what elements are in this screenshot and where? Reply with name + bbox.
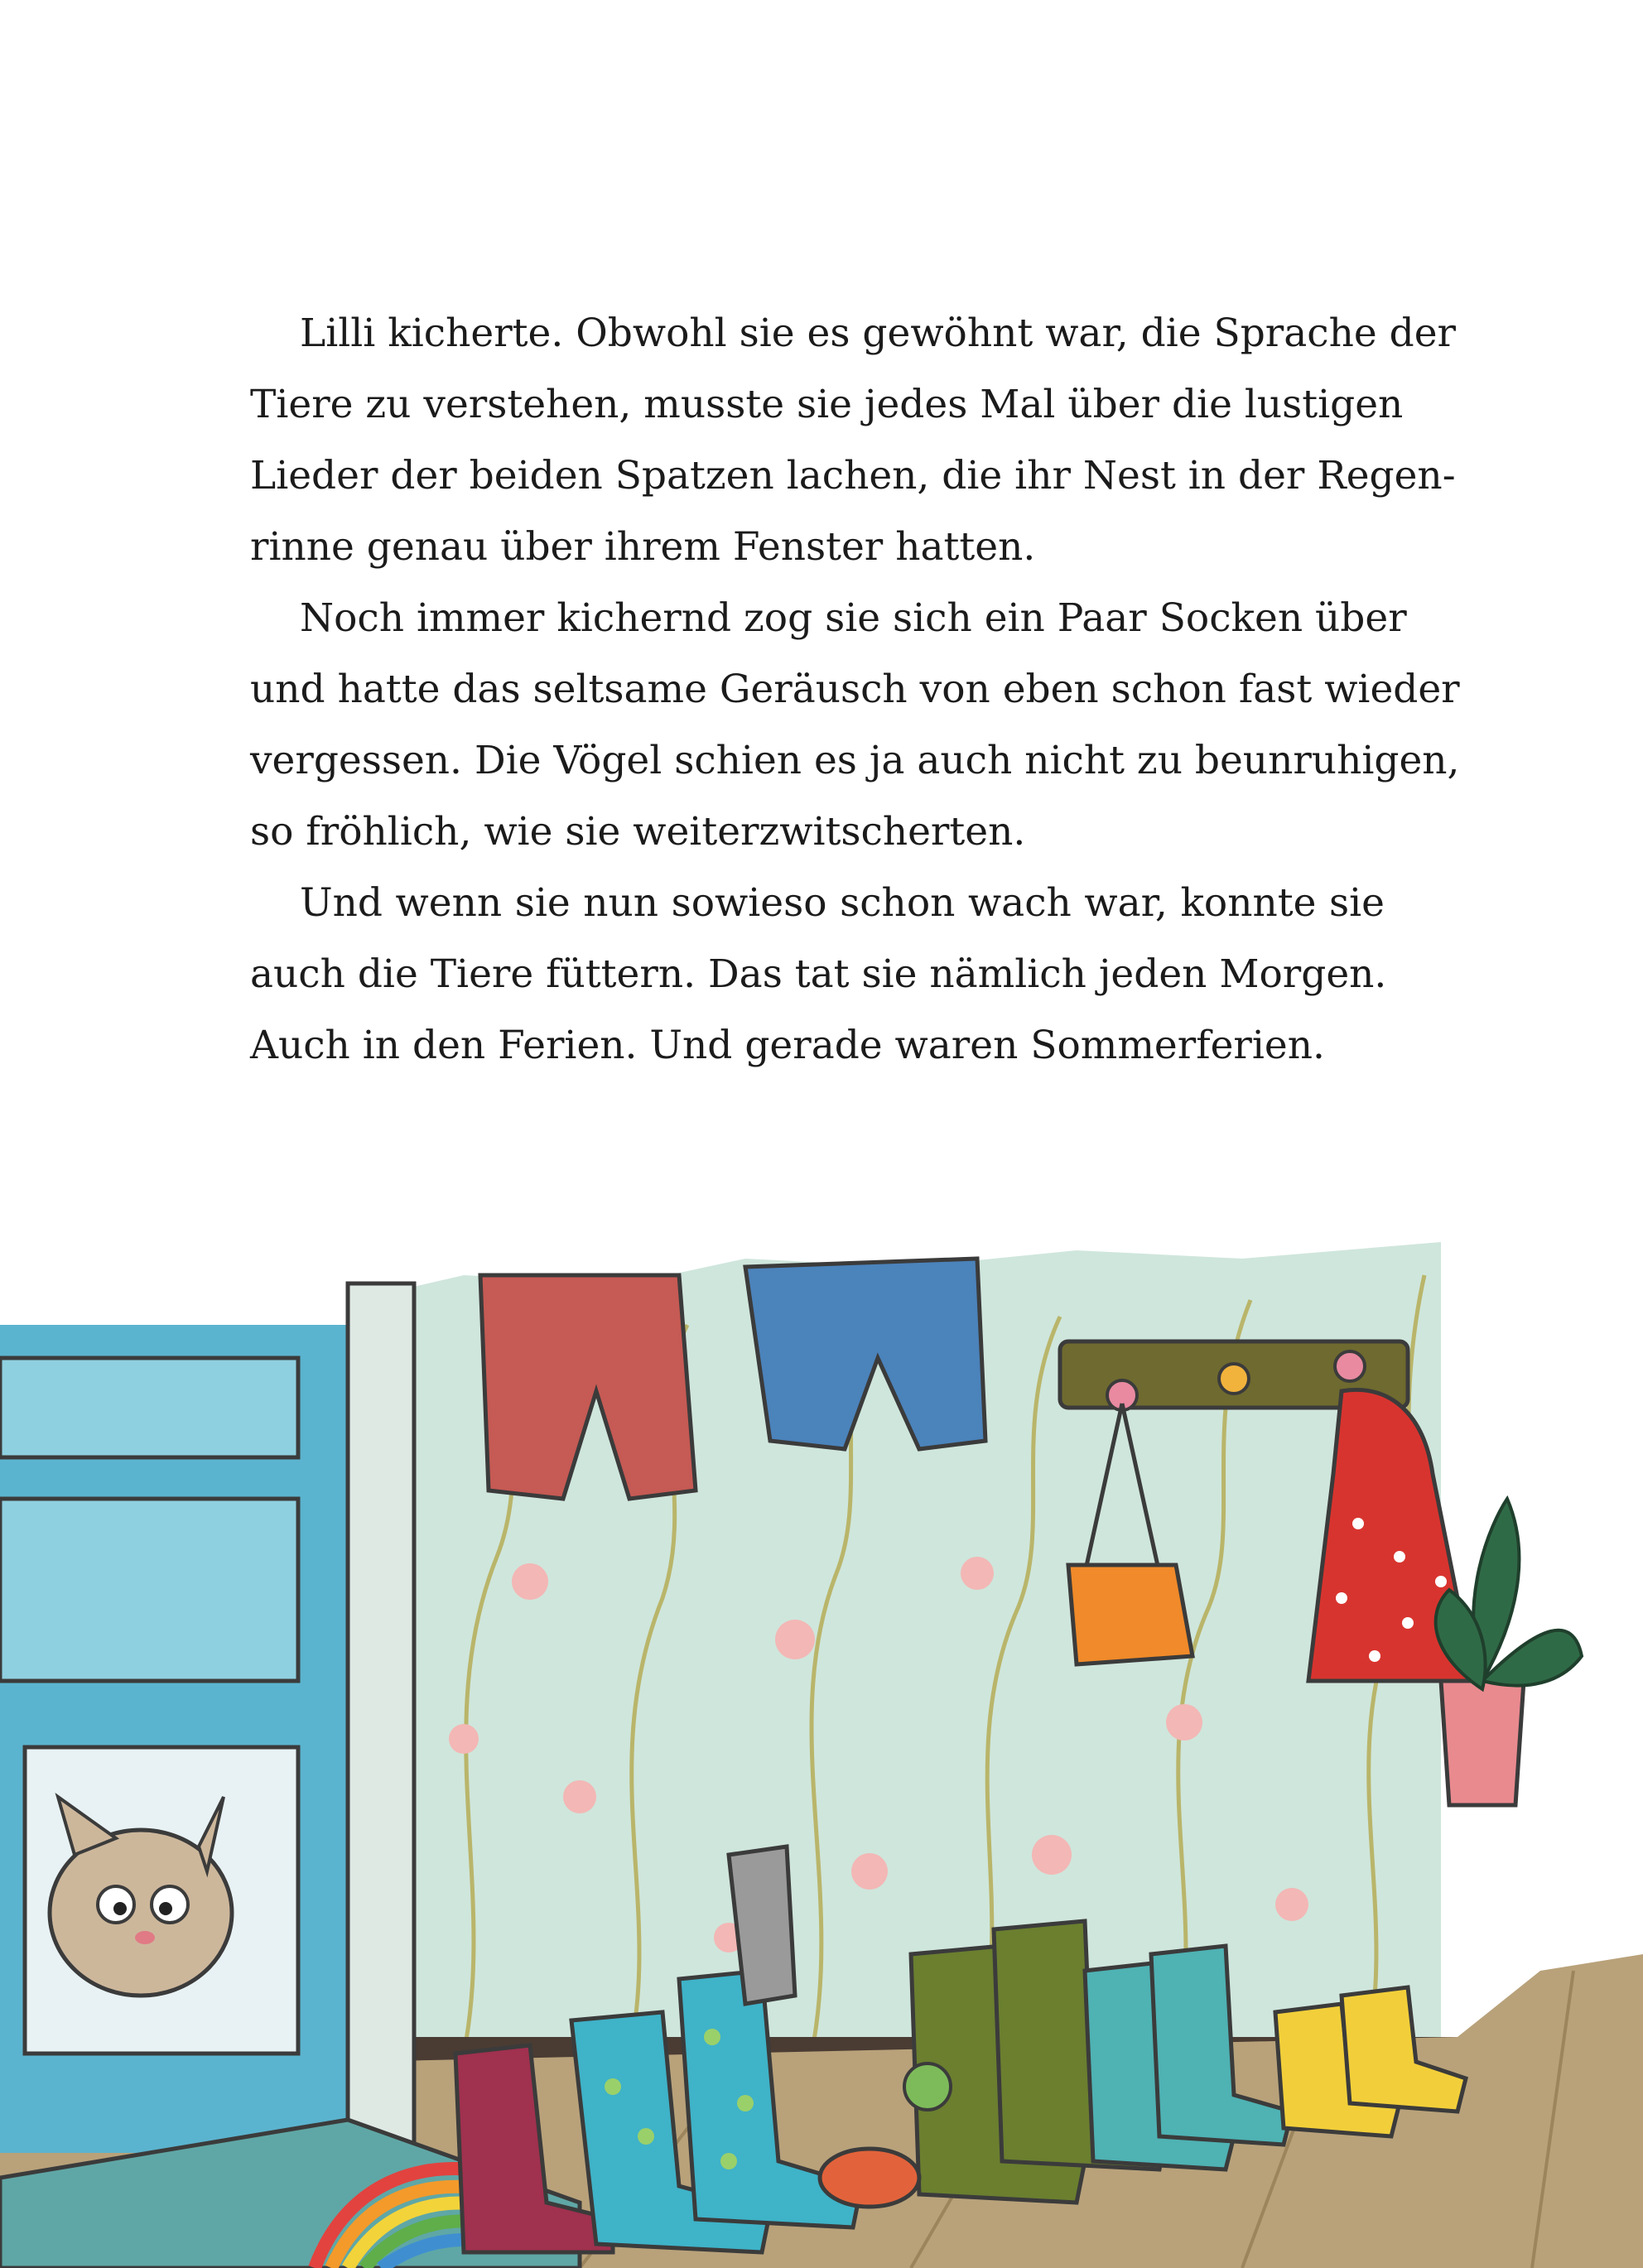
fox-bag [1068,1565,1192,1664]
door-panel [0,1499,298,1681]
rack-knob [1335,1351,1365,1381]
rack-knob [1219,1364,1249,1394]
text-line: Lilli kicherte. Obwohl sie es gewöhnt war, die Sprache der [300,311,1457,356]
paragraph-1 [250,298,1457,583]
text-line: Und wenn sie nun sowieso schon wach war, konnte sie [300,880,1385,926]
door-panel [0,1358,298,1457]
text-line: Noch immer kichernd zog sie sich ein Paar Socken über [300,595,1407,641]
hallway-illustration [0,1225,1643,2268]
paragraph-2 [250,583,1460,868]
story-text [250,298,1460,1081]
slipper [820,2149,919,2207]
text-line: vergessen. Die Vögel schien es ja auch nicht zu beunruhigen, [250,738,1460,783]
illustration-svg [0,1225,1643,2268]
toy-frog [904,2063,951,2110]
paragraph-3 [250,868,1385,1081]
text-line: und hatte das seltsame Geräusch von eben schon fast wieder [250,667,1460,712]
text-line: auch die Tiere füttern. Das tat sie nämlich jeden Morgen. [250,951,1387,997]
plant-pot [1441,1681,1524,1805]
text-line: so fröhlich, wie sie weiterzwitscherten. [250,809,1026,855]
text-line: Tiere zu verstehen, musste sie jedes Mal über die lustigen [250,382,1404,427]
text-line: Auch in den Ferien. Und gerade waren Sommerferien. [250,1023,1325,1068]
text-line: Lieder der beiden Spatzen lachen, die ihr Nest in der Regen- [250,453,1456,498]
text-line: rinne genau über ihrem Fenster hatten. [250,524,1036,570]
door-frame [348,1283,414,2153]
